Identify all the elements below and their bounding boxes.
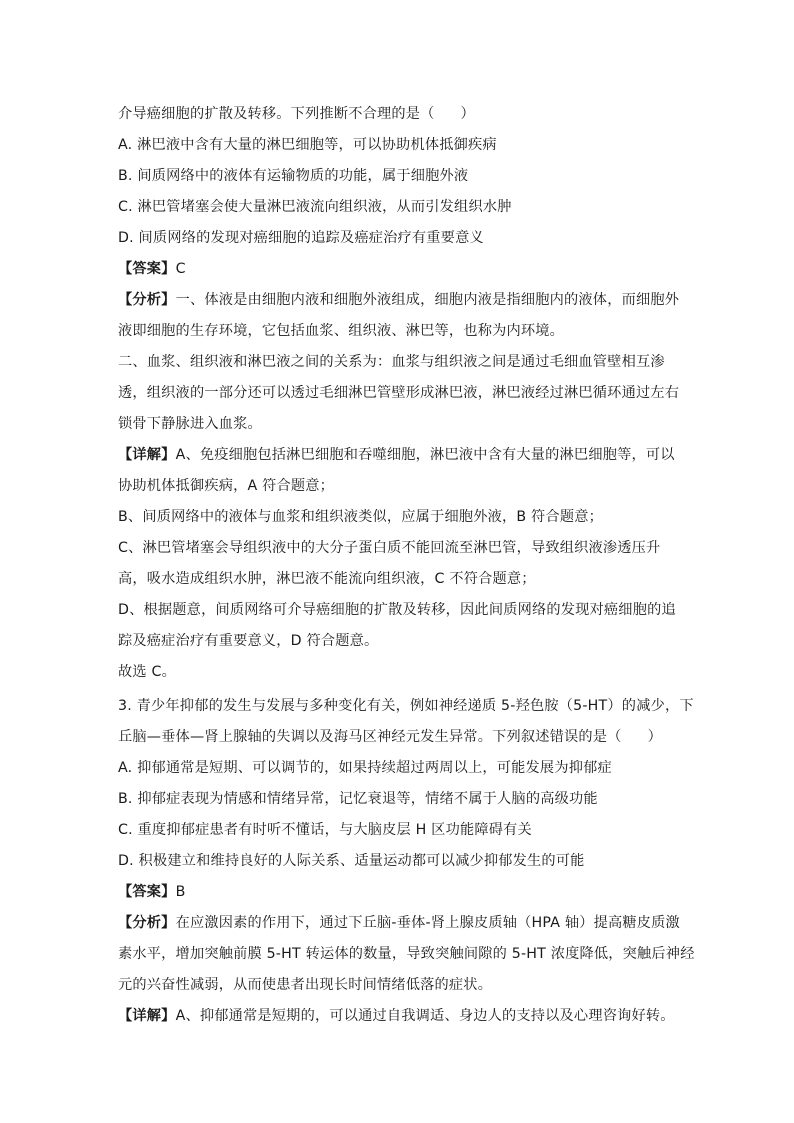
q2-detail-line-2: 协助机体抵御疾病，A 符合题意； [118, 478, 335, 494]
q2-detail-line-4: C、淋巴管堵塞会导组织液中的大分子蛋白质不能回流至淋巴管，导致组织液渗透压升 [118, 540, 661, 556]
q2-stem [118, 104, 684, 124]
q2-stem-close: ） [460, 106, 475, 122]
q3-analysis-line-3: 元的兴奋性减弱，从而使患者出现长时间情绪低落的症状。 [118, 977, 493, 993]
q3-stem-text-2: 丘脑—垂体—肾上腺轴的失调以及海马区神经元发生异常。下列叙述错误的是（ [118, 729, 622, 745]
q2-analysis-label: 【分析】 [118, 292, 176, 308]
q3-stem-line-1: 3. 青少年抑郁的发生与发展与多种变化有关，例如神经递质 5-羟色胺（5-HT）的减少，下 [118, 698, 694, 714]
q2-answer-label: 【答案】 [118, 261, 176, 277]
q2-analysis-line-5: 锁骨下静脉进入血浆。 [118, 416, 262, 432]
q3-detail-label: 【详解】 [118, 1008, 176, 1024]
q2-option-a: A. 淋巴液中含有大量的淋巴细胞等，可以协助机体抵御疾病 [118, 137, 497, 153]
q3-stem-close: ） [647, 729, 662, 745]
q2-analysis-line-2: 液即细胞的生存环境，它包括血浆、组织液、淋巴等，也称为内环境。 [118, 323, 565, 339]
q2-analysis-text-1: 一、体液是由细胞内液和细胞外液组成，细胞内液是指细胞内的液体，而细胞外 [175, 292, 680, 308]
q3-answer [118, 882, 684, 902]
q2-detail-line-3: B、间质网络中的液体与血浆和组织液类似，应属于细胞外液，B 符合题意； [118, 509, 603, 525]
q3-option-d: D. 积极建立和维持良好的人际关系、适量运动都可以减少抑郁发生的可能 [118, 853, 585, 869]
q2-answer [118, 259, 684, 279]
q2-option-c: C. 淋巴管堵塞会使大量淋巴液流向组织液，从而引发组织水肿 [118, 199, 512, 215]
q2-detail-line-7: 踪及癌症治疗有重要意义，D 符合题意。 [118, 633, 379, 649]
q2-detail-label: 【详解】 [118, 447, 176, 463]
q2-analysis-line-4: 透，组织液的一部分还可以透过毛细淋巴管壁形成淋巴液，淋巴液经过淋巴循环通过左右 [118, 385, 680, 401]
q2-conclusion: 故选 C。 [118, 664, 176, 680]
q2-option-b: B. 间质网络中的液体有运输物质的功能，属于细胞外液 [118, 168, 469, 184]
q3-analysis-label: 【分析】 [118, 915, 176, 931]
q3-detail-line-1 [118, 1006, 684, 1026]
q3-option-c: C. 重度抑郁症患者有时听不懂话，与大脑皮层 H 区功能障碍有关 [118, 822, 532, 838]
q3-analysis-line-2: 素水平，增加突触前膜 5-HT 转运体的数量，导致突触间隙的 5-HT 浓度降低，突触后神经 [118, 946, 695, 962]
q2-detail-line-5: 高，吸水造成组织水肿，淋巴液不能流向组织液，C 不符合题意； [118, 571, 536, 587]
q2-detail-line-6: D、根据题意，间质网络可介导癌细胞的扩散及转移，因此间质网络的发现对癌细胞的追 [118, 602, 676, 618]
q3-option-b: B. 抑郁症表现为情感和情绪异常，记忆衰退等，情绪不属于人脑的高级功能 [118, 791, 598, 807]
q2-stem-text: 介导癌细胞的扩散及转移。下列推断不合理的是（ [118, 106, 435, 122]
q2-answer-value: C [175, 261, 186, 277]
q2-option-d: D. 间质网络的发现对癌细胞的追踪及癌症治疗有重要意义 [118, 230, 484, 246]
q2-analysis-line-1 [118, 290, 684, 310]
q3-analysis-line-1 [118, 913, 684, 933]
q3-option-a: A. 抑郁通常是短期、可以调节的，如果持续超过两周以上，可能发展为抑郁症 [118, 760, 612, 776]
q3-analysis-text-1: 在应激因素的作用下，通过下丘脑-垂体-肾上腺皮质轴（HPA 轴）提高糖皮质激 [175, 915, 680, 931]
q3-detail-text-1: A、抑郁通常是短期的，可以通过自我调适、身边人的支持以及心理咨询好转。 [175, 1008, 675, 1024]
q2-detail-line-1 [118, 445, 684, 465]
q2-analysis-line-3: 二、血浆、组织液和淋巴液之间的关系为：血浆与组织液之间是通过毛细血管壁相互渗 [118, 354, 665, 370]
q2-detail-text-1: A、免疫细胞包括淋巴细胞和吞噬细胞，淋巴液中含有大量的淋巴细胞等，可以 [175, 447, 675, 463]
q3-answer-value: B [175, 884, 186, 900]
q3-stem-line-2 [118, 727, 684, 747]
q3-answer-label: 【答案】 [118, 884, 176, 900]
